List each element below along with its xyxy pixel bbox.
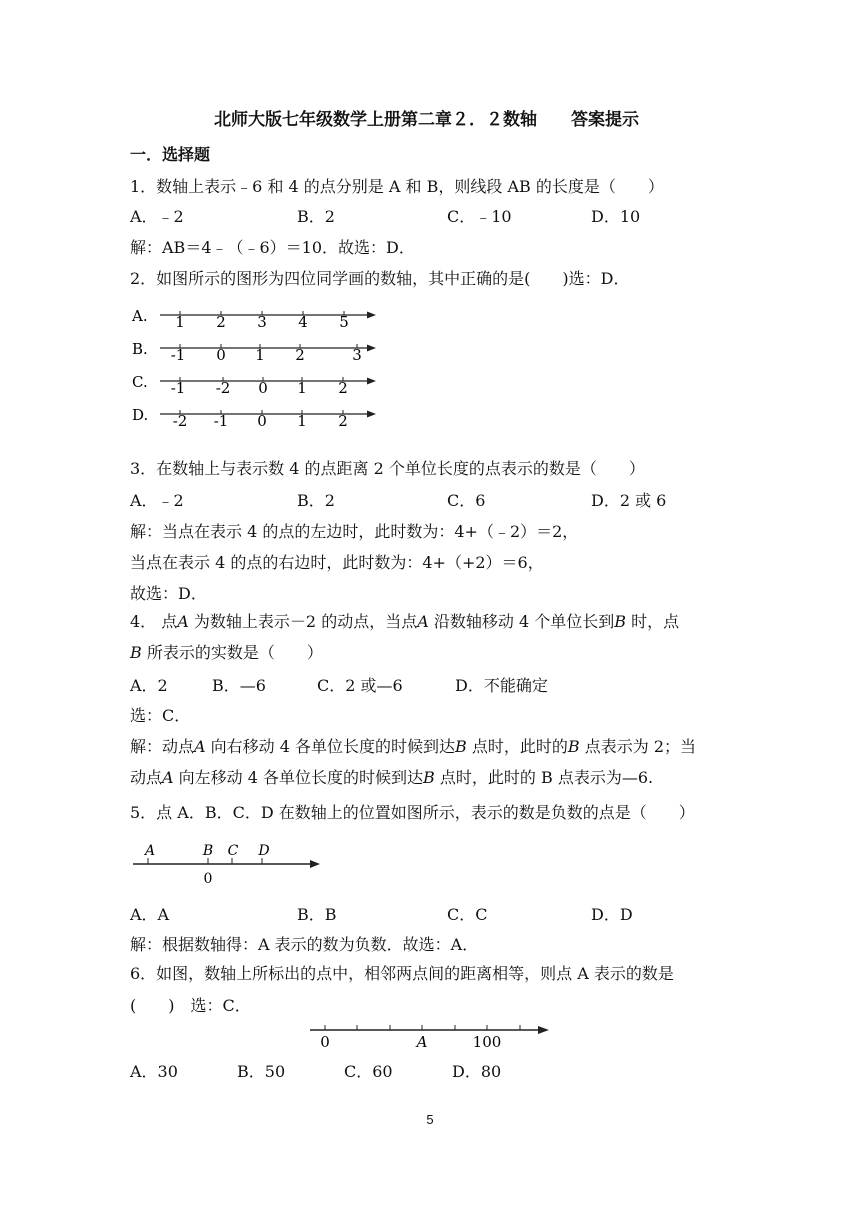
q5-option-d: D．D xyxy=(591,905,633,924)
document-title: 北师大版七年级数学上册第二章２．２数轴 答案提示 xyxy=(214,110,639,130)
q3-option-c: C．6 xyxy=(447,491,486,510)
q4-answer-part: 解：动点 xyxy=(130,737,195,756)
q4-stem-line-1 xyxy=(130,612,679,632)
zero-label: 0 xyxy=(320,1033,330,1051)
q6-stem-line-2: ( ) 选：C． xyxy=(130,996,251,1015)
number-line-b xyxy=(132,340,376,364)
q3-stem: 3．在数轴上与表示数 4 的点距离 2 个单位长度的点表示的数是（ ） xyxy=(130,459,645,478)
tick-label: 2 xyxy=(338,412,348,430)
q3-option-b: B．2 xyxy=(297,491,335,510)
q3-option-a: A．﹣2 xyxy=(130,491,184,510)
number-line-c-label: C. xyxy=(132,373,148,391)
tick-label: 1 xyxy=(297,379,307,397)
q1-option-d: D．10 xyxy=(591,207,641,226)
tick-label: 2 xyxy=(295,346,305,364)
q3-answer-line-1: 解：当点在表示 4 的点的左边时，此时数为：4+（﹣2）＝2， xyxy=(130,522,579,541)
q1-option-b: B．2 xyxy=(297,207,335,226)
q5-option-a: A．A xyxy=(130,905,170,924)
q4-stem-part: 沿数轴移动 4 个单位长到 xyxy=(428,612,615,631)
q4-option-d: D．不能确定 xyxy=(455,676,548,695)
variable-b: B xyxy=(455,737,467,756)
q4-answer-part: 点时，此时的 B 点表示为—6. xyxy=(434,768,654,787)
q4-stem-part: 所表示的实数是（ ） xyxy=(141,643,323,662)
q6-stem-line-1: 6．如图，数轴上所标出的点中，相邻两点间的距离相等，则点 A 表示的数是 xyxy=(130,964,674,983)
tick-label: 2 xyxy=(338,379,348,397)
tick-label: 3 xyxy=(352,346,362,364)
variable-a: A xyxy=(194,737,206,756)
number-line-b-label: B. xyxy=(132,340,148,358)
tick-label: 0 xyxy=(216,346,226,364)
q6-option-d: D．80 xyxy=(452,1062,502,1081)
q1-answer: 解：AB＝4﹣（﹣6）＝10．故选：D． xyxy=(130,238,415,257)
point-label-a: A xyxy=(144,843,156,859)
variable-b: B xyxy=(130,643,142,662)
point-label-d: D xyxy=(258,843,270,859)
variable-b: B xyxy=(614,612,626,631)
q1-option-c: C．﹣10 xyxy=(447,207,512,226)
q4-answer-part: 点时，此时的 xyxy=(466,737,568,756)
q4-stem-line-2 xyxy=(130,643,323,663)
zero-label: 0 xyxy=(203,871,213,887)
q6-option-b: B．50 xyxy=(237,1062,286,1081)
q1-stem: 1．数轴上表示﹣6 和 4 的点分别是 A 和 B，则线段 AB 的长度是（ ） xyxy=(130,177,664,196)
q3-answer-line-3: 故选：D． xyxy=(130,584,207,603)
tick-label: -1 xyxy=(170,379,186,397)
tick-label: -1 xyxy=(170,346,186,364)
number-line-d xyxy=(132,406,376,430)
q4-answer-part: 向左移动 4 各单位长度的时候到达 xyxy=(173,768,424,787)
variable-a: A xyxy=(162,768,174,787)
q3-option-d: D．2 或 6 xyxy=(591,491,667,510)
q5-option-c: C．C xyxy=(447,905,488,924)
section-heading: 一．选择题 xyxy=(130,145,211,164)
q5-number-line xyxy=(133,843,320,887)
variable-a: A xyxy=(417,612,429,631)
q5-stem: 5．点 A．B．C．D 在数轴上的位置如图所示，表示的数是负数的点是（ ） xyxy=(130,803,695,822)
variable-b: B xyxy=(423,768,435,787)
q4-answer-line-1 xyxy=(130,737,696,757)
q4-stem-part: 4． 点 xyxy=(130,612,178,631)
q6-option-c: C．60 xyxy=(344,1062,393,1081)
q1-option-a: A．﹣2 xyxy=(130,207,184,226)
tick-label: 3 xyxy=(257,313,267,331)
point-label-b: B xyxy=(202,843,214,859)
q4-answer-part: 向右移动 4 各单位长度的时候到达 xyxy=(205,737,456,756)
variable-b: B xyxy=(567,737,580,756)
page-number: 5 xyxy=(426,1112,434,1127)
q4-answer-part: 点表示为 2；当 xyxy=(579,737,697,756)
tick-label: 0 xyxy=(257,412,267,430)
q3-answer-line-2: 当点在表示 4 的点的右边时，此时数为：4+（+2）＝6， xyxy=(130,553,544,572)
q5-answer: 解：根据数轴得：A 表示的数为负数．故选：A． xyxy=(130,935,479,954)
q4-stem-part: 时，点 xyxy=(625,612,680,631)
q4-option-b: B．—6 xyxy=(212,676,266,695)
q4-option-c: C．2 或—6 xyxy=(317,676,403,695)
q6-option-a: A．30 xyxy=(130,1062,178,1081)
number-line-c xyxy=(132,373,376,397)
tick-label: 1 xyxy=(255,346,265,364)
tick-label: 4 xyxy=(298,313,308,331)
q4-answer-part: 动点 xyxy=(130,768,163,787)
hundred-label: 100 xyxy=(472,1033,502,1051)
q4-choice: 选：C． xyxy=(130,706,191,725)
q5-option-b: B．B xyxy=(297,905,337,924)
point-label-c: C xyxy=(227,843,239,859)
tick-label: 0 xyxy=(258,379,268,397)
q6-number-line xyxy=(310,1025,549,1051)
tick-label: -1 xyxy=(213,412,229,430)
q4-stem-part: 为数轴上表示－2 的动点，当点 xyxy=(188,612,418,631)
tick-label: 1 xyxy=(175,313,185,331)
variable-a: A xyxy=(177,612,189,631)
q2-stem: 2．如图所示的图形为四位同学画的数轴，其中正确的是( )选：D． xyxy=(130,269,630,288)
tick-label: 1 xyxy=(297,412,307,430)
tick-label: 5 xyxy=(339,313,349,331)
number-line-a-label: A. xyxy=(132,307,148,325)
q4-option-a: A．2 xyxy=(130,676,168,695)
point-label-a: A xyxy=(416,1033,428,1051)
tick-label: 2 xyxy=(216,313,226,331)
number-line-a xyxy=(131,307,376,331)
tick-label: -2 xyxy=(215,379,231,397)
tick-label: -2 xyxy=(172,412,188,430)
q4-answer-line-2 xyxy=(130,768,653,788)
number-line-d-label: D. xyxy=(132,406,149,424)
